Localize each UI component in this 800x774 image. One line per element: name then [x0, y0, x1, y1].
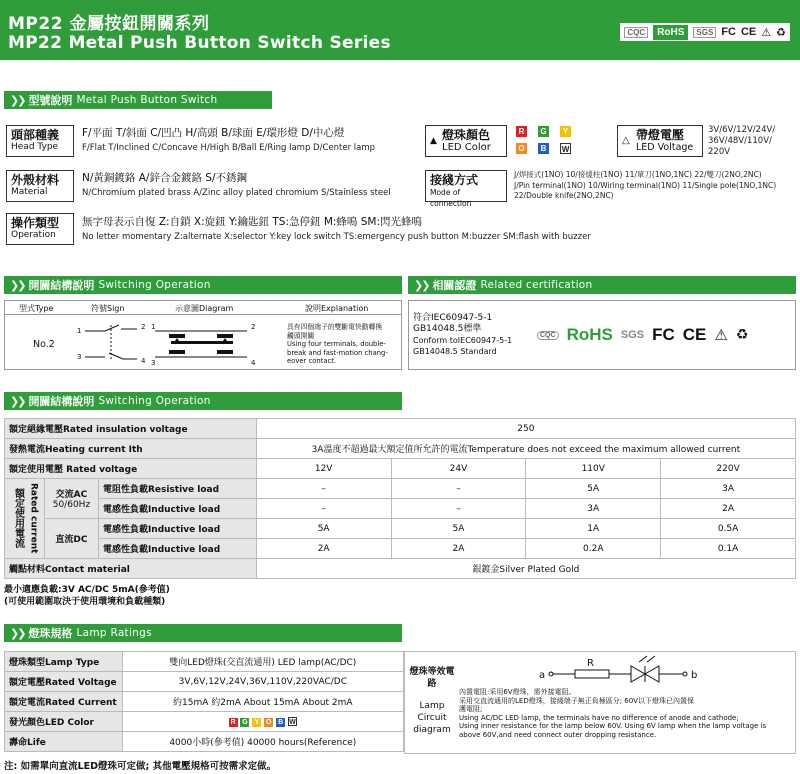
- recycle-icon: ♻: [735, 327, 749, 343]
- voltage-label: 額定使用電壓 Rated voltage: [5, 459, 257, 479]
- warning-icon: ⚠: [714, 326, 728, 344]
- led-color-label: ▲ 燈珠顏色 LED Color: [425, 125, 507, 157]
- color-code-g: G: [538, 126, 549, 137]
- connection-desc: J/焊接式(1NO) 10/接綫柱(1NO) 11/單刀(1NO,1NC) 22/雙刀(2NO,2NC) J/Pin terminal(1NO) 10/Wiring terminal(1NO) 11/Single pole(1NO,1NC) 22/Double knife(2NO,2NC): [514, 170, 777, 200]
- section-switching-bar: ❯❯ 開關結構說明 Switching Operation: [4, 392, 402, 410]
- led-color-codes: [516, 126, 582, 154]
- connection-label: 接綫方式 Mode of connection: [425, 170, 507, 202]
- pin-2: 2: [141, 323, 146, 331]
- color-code-b: B: [538, 143, 549, 154]
- operation-desc-en: No letter momentary Z:alternate X:selector Y:key lock switch TS:emergency push button M:buzzer SM:flash with buzzer: [82, 232, 591, 242]
- rated-current-label: 額定使用電流 Rated current: [5, 479, 45, 559]
- col-sign: 符號Sign: [91, 304, 125, 313]
- fc-logo: FC: [652, 325, 675, 344]
- color-code-r: R: [516, 126, 527, 137]
- material-desc-cn: N/黃銅鍍鉻 A/鋅合金鍍鉻 S/不銹鋼: [82, 172, 247, 184]
- ce-logo: CE: [740, 26, 757, 38]
- chevron-right-icon: ❯❯: [10, 93, 25, 107]
- ce-logo: CE: [682, 325, 707, 344]
- section-cert-bar: ❯❯ 相關認證 Related certification: [408, 276, 796, 294]
- dc-label: 直流DC: [44, 519, 98, 559]
- title-cn: MP22 金屬按鈕開關系列: [8, 14, 210, 34]
- col-explanation: 說明Explanation: [305, 304, 369, 313]
- circuit-node-b: b: [691, 670, 698, 681]
- lamp-table: 燈珠類型Lamp Type 雙向LED燈珠(交直流通用) LED lamp(AC/DC) 額定電壓Rated Voltage 3V,6V,12V,24V,36V,110V,220VAC/DC 額定電流Rated Current 約15mA 約2mA About 15mA About 2mA 發光顏色LED Color R G Y O B W 壽命Life 4000小時(參考值) 40000 hours(Reference): [4, 651, 404, 752]
- circuit-resistor-r: R: [587, 658, 594, 669]
- head-type-desc-cn: F/平面 T/斜面 C/凹凸 H/高頭 B/球面 E/環形燈 D/中心燈: [82, 127, 345, 139]
- pin-1: 1: [77, 327, 82, 335]
- cqc-logo: CQC: [624, 27, 648, 38]
- lamp-circuit-box: [404, 651, 796, 754]
- svg-text:2: 2: [251, 323, 256, 331]
- svg-text:4: 4: [251, 359, 256, 367]
- rohs-logo: RoHS: [653, 25, 688, 40]
- circuit-label-en: Lamp Circuit diagram: [413, 701, 451, 735]
- contact-label: 觸點材料Contact material: [5, 559, 257, 579]
- color-code-w: W: [561, 145, 570, 154]
- heating-value: 3A溫度不超過最大額定值所允許的電流Temperature does not exceed the maximum allowed current: [256, 439, 795, 459]
- chevron-right-icon: ❯❯: [10, 394, 25, 408]
- cert-logos: [620, 23, 790, 41]
- section-title-cn: 型號說明: [28, 94, 73, 107]
- sgs-logo: SGS: [620, 329, 645, 341]
- circuit-notes: 內置電阻:采用6V燈珠，需外接電阻。 采用交直流通用的LED燈珠，接綫端子無正負極區分; 60V以下燈珠已內置保 護電阻; Using AC/DC LED lamp, the terminals have no difference of anode and cathode; Using inner resistance for the lamp below 60V. Using 6V lamp when the lamp voltage is above 60V,and need connect outer dropping resistance.: [459, 688, 767, 739]
- svg-text:1: 1: [151, 323, 156, 331]
- color-code-o: O: [516, 143, 527, 154]
- section-lamp-bar: ❯❯ 燈珠規格 Lamp Ratings: [4, 624, 402, 642]
- cert-logo-row: [537, 325, 748, 345]
- sgs-logo: SGS: [693, 27, 716, 38]
- rohs-logo: RoHS: [566, 325, 613, 344]
- recycle-icon: ♻: [776, 25, 786, 39]
- head-type-desc-en: F/Flat T/Inclined C/Concave H/High B/Ball E/Ring lamp D/Center lamp: [82, 143, 376, 153]
- insulation-label: 額定絕緣電壓Rated insulation voltage: [5, 419, 257, 439]
- type-value: No.2: [33, 339, 55, 350]
- pin-3: 3: [77, 353, 82, 361]
- section-model-bar: [4, 91, 272, 109]
- certification-box: [408, 300, 796, 370]
- heating-label: 發熱電流Heating current Ith: [5, 439, 257, 459]
- switching-table: 額定絕緣電壓Rated insulation voltage 250 發熱電流Heating current Ith 3A溫度不超過最大額定值所允許的電流Temperature does not exceed the maximum allowed current 額定使用電壓 Rated voltage 12V 24V 110V 220V 額定使用電流 Rated current 交流AC 50/60Hz 電阻性負載Resistive load – – 5A 3A 電感性負載Inductive load – – 3A 2A 直流DC 電感性負載Inductive load 5A 5A 1A 0.5A 電感性負載Inductive load 2A 2A 0.2A 0.1A 觸點材料Contact material 銀鍍金Silver Plated Gold: [4, 418, 796, 579]
- explanation-text: 具有四個端子的雙斷電快動轉換 觸頭開關 Using four terminals, double- break and fast-motion chang- eover contact.: [287, 323, 388, 366]
- contact-value: 銀鍍金Silver Plated Gold: [256, 559, 795, 579]
- pin-4: 4: [141, 357, 146, 365]
- operation-label: 操作類型 Operation: [6, 213, 74, 245]
- section-title-en: Metal Push Button Switch: [76, 94, 218, 106]
- structure-table: [4, 300, 402, 370]
- circuit-diagram: [535, 654, 705, 684]
- col-diagram: 示意圖Diagram: [175, 304, 234, 313]
- col-type: 型式Type: [19, 304, 54, 313]
- operation-desc-cn: 無字母表示自復 Z:自鎖 X:旋鈕 Y:鑰匙鈕 TS:急停鈕 M:蜂鳴 SM:閃光蜂鳴: [82, 216, 423, 228]
- triangle-outline-icon: △: [622, 135, 630, 146]
- cqc-logo: CQC: [537, 331, 559, 340]
- circuit-label-cn: 燈珠等效電 路: [409, 667, 455, 689]
- chevron-right-icon: ❯❯: [10, 626, 25, 640]
- head-type-label: 頭部種義 Head Type: [6, 125, 74, 157]
- warning-icon: ⚠: [761, 25, 772, 39]
- min-load-note: 最小適應負載:3V AC/DC 5mA(參考值) (可使用範圍取決于使用環境和負載種類): [4, 585, 170, 607]
- chevron-right-icon: ❯❯: [10, 278, 25, 292]
- header-banner: [0, 0, 800, 60]
- title-en: MP22 Metal Push Button Switch Series: [8, 33, 391, 53]
- led-voltage-label: △ 帶燈電壓 LED Voltage: [617, 125, 703, 157]
- chevron-right-icon: ❯❯: [414, 278, 429, 292]
- ac-label: 交流AC 50/60Hz: [44, 479, 98, 519]
- footer-note: 注: 如需單向直流LED燈珠可定做; 其他電壓規格可按需求定做。: [4, 761, 277, 772]
- material-desc-en: N/Chromium plated brass A/Zinc alloy plated chromium S/Stainless steel: [82, 188, 391, 198]
- section-structure-bar: ❯❯ 開關結構說明 Switching Operation: [4, 276, 402, 294]
- switch-diagram: [71, 319, 281, 369]
- svg-text:3: 3: [151, 359, 156, 367]
- color-code-y: Y: [560, 126, 571, 137]
- circuit-node-a: a: [539, 670, 546, 681]
- insulation-value: 250: [256, 419, 795, 439]
- triangle-up-icon: ▲: [430, 136, 437, 146]
- lamp-color-swatches: R G Y O B W: [122, 712, 403, 732]
- fc-logo: FC: [721, 26, 736, 38]
- material-label: 外殼材料 Material: [6, 170, 74, 202]
- cert-text: 符合IEC60947-5-1 GB14048.5標準 Conform toIEC60947-5-1 GB14048.5 Standard: [413, 313, 513, 356]
- led-voltage-values: 3V/6V/12V/24V/ 36V/48V/110V/ 220V: [708, 125, 776, 157]
